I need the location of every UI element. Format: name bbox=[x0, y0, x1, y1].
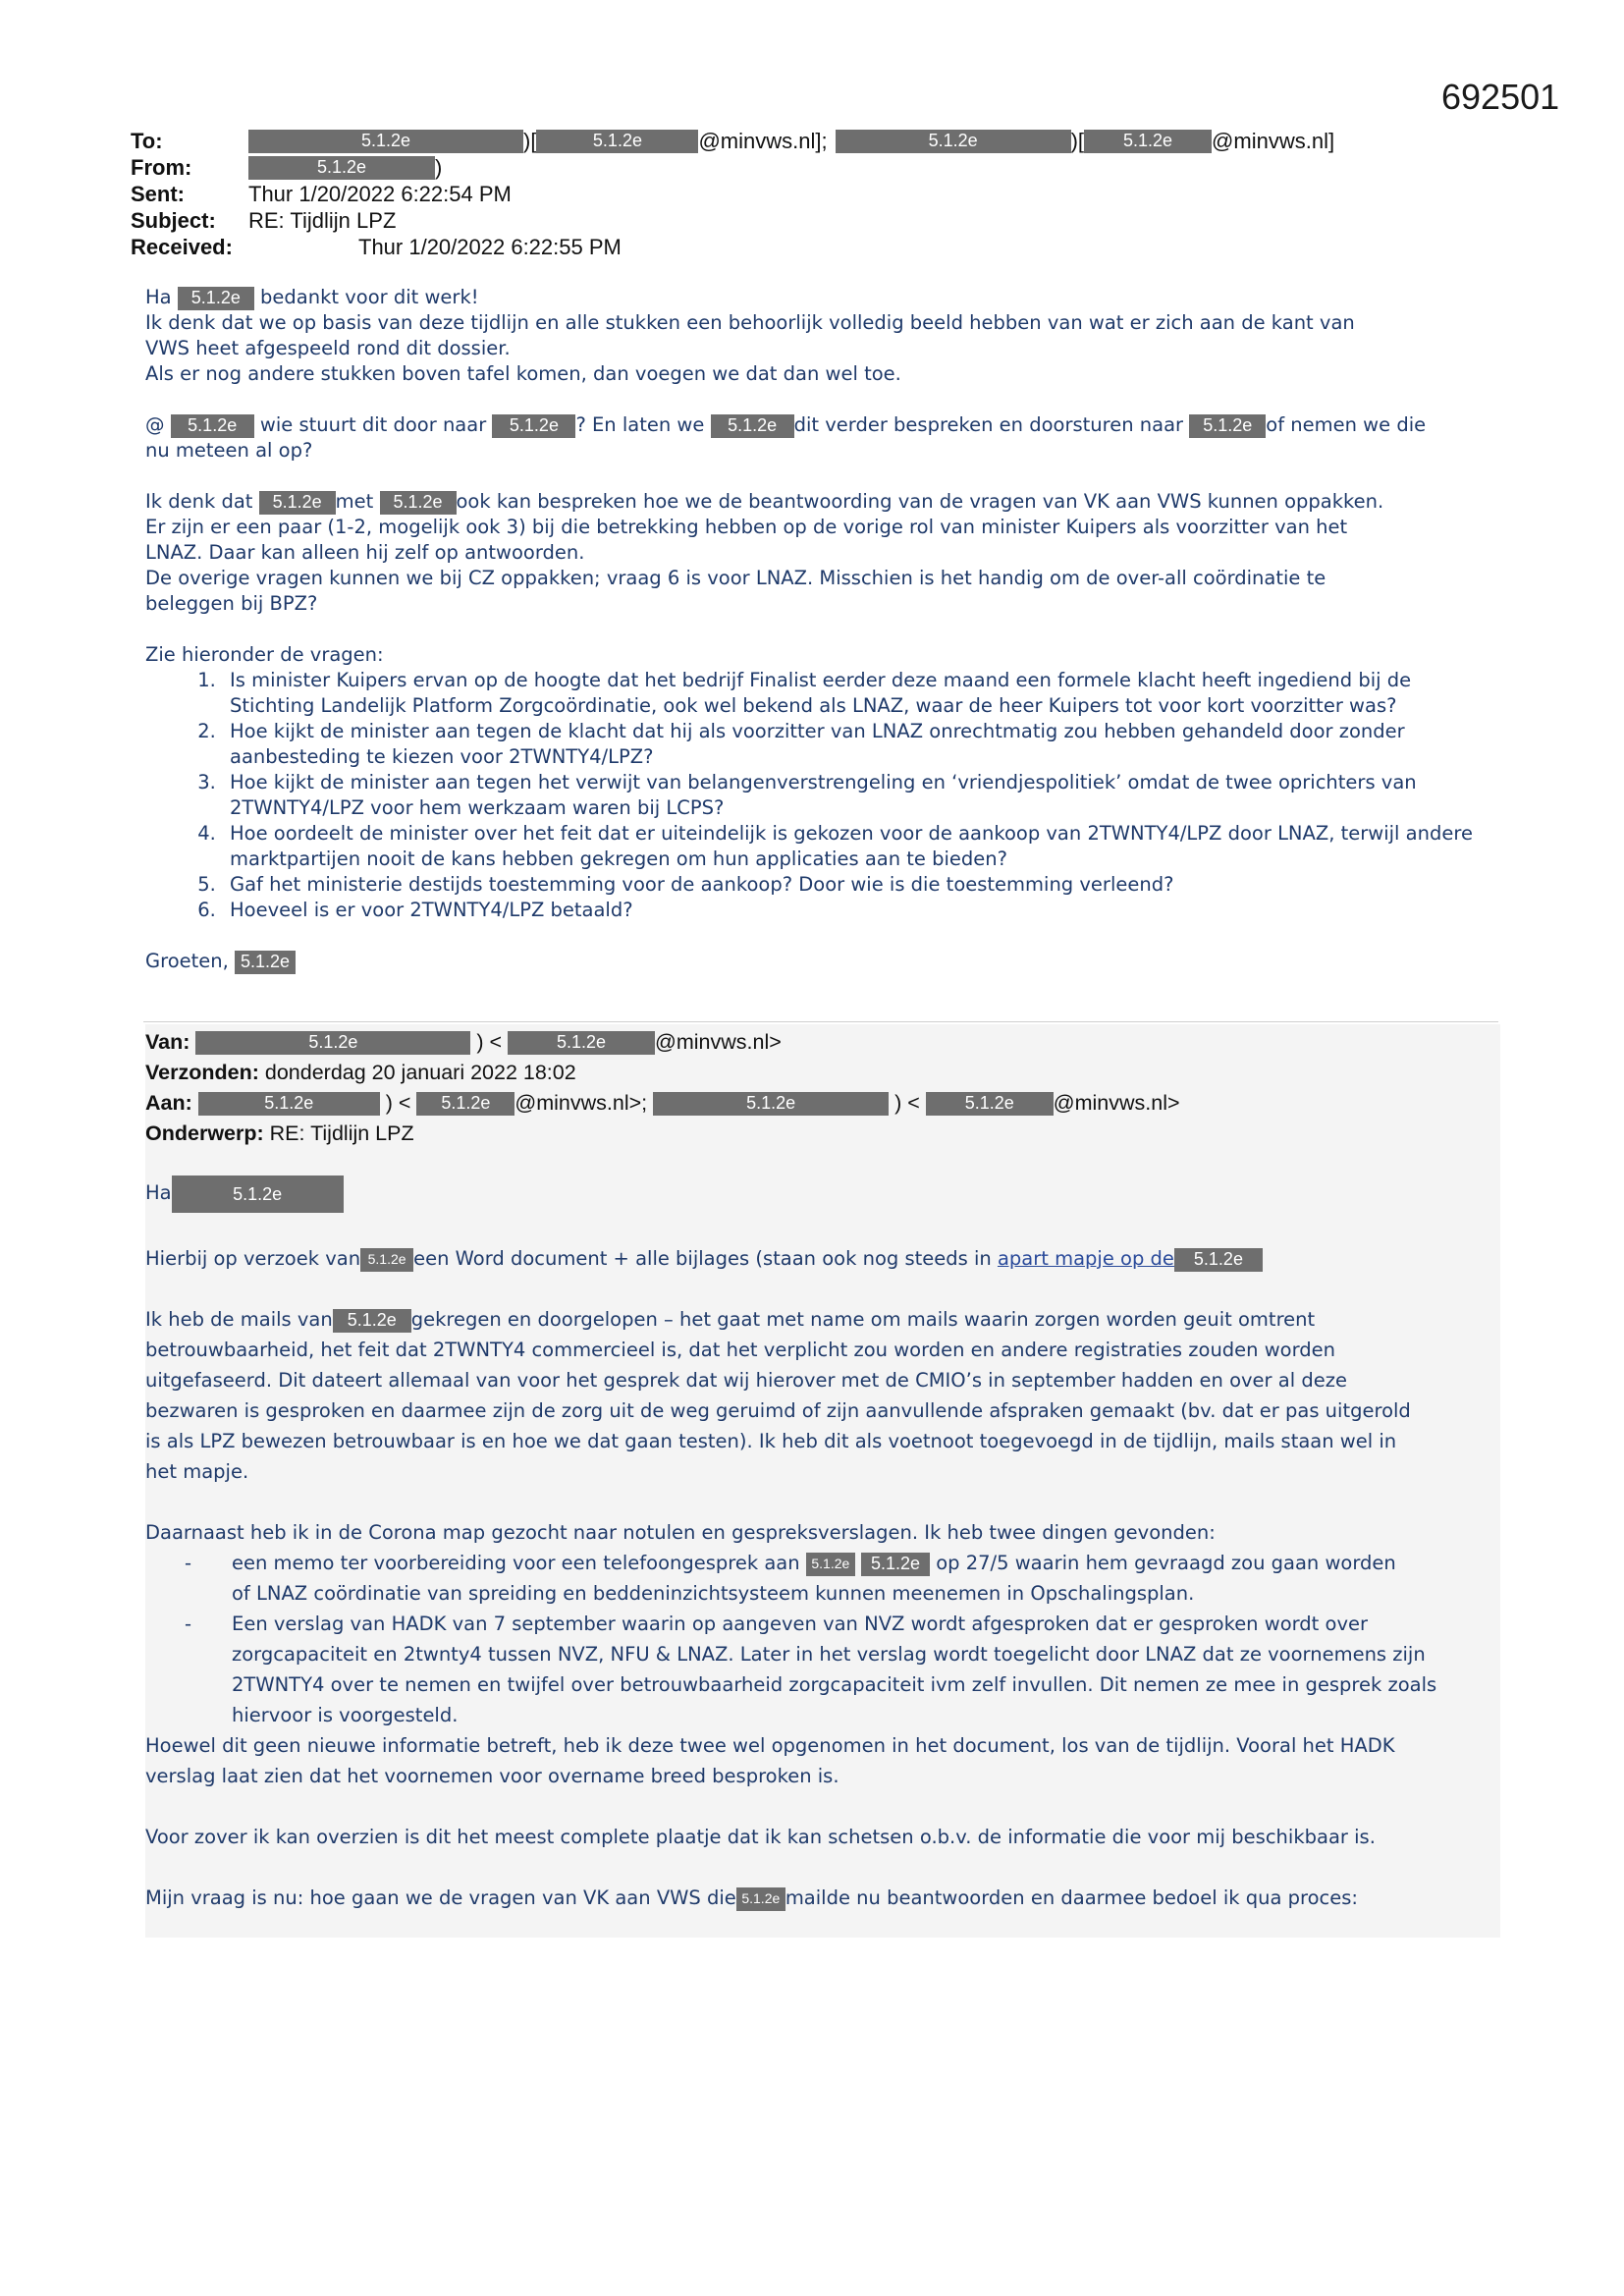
from-label: From: bbox=[131, 155, 192, 180]
email-header bbox=[131, 128, 1505, 260]
verzonden-label: Verzonden: bbox=[145, 1061, 259, 1084]
to-label: To: bbox=[131, 129, 163, 153]
question-item: 4. Hoe oordeelt de minister over het feit dat er uiteindelijk is gekozen voor de aankoop van 2TWNTY4/LPZ door LNAZ, terwijl andere marktpartijen nooit de kans hebben gekregen om hun applicaties aan te bieden? bbox=[222, 821, 1490, 872]
closing bbox=[145, 949, 1490, 974]
paragraph: Hoewel dit geen nieuwe informatie betreft, heb ik deze twee wel opgenomen in het document, los van de tijdlijn. Vooral het HADK bbox=[145, 1734, 1395, 1757]
list-item bbox=[185, 1548, 1500, 1609]
text: Hierbij op verzoek van bbox=[145, 1247, 361, 1270]
redaction: 5.1.2e bbox=[536, 130, 698, 153]
redaction: 5.1.2e bbox=[333, 1309, 411, 1333]
redaction: 5.1.2e bbox=[416, 1092, 514, 1116]
paragraph: Daarnaast heb ik in de Corona map gezocht naar notulen en gespreksverslagen. Ik heb twee dingen gevonden: bbox=[145, 1521, 1216, 1544]
text: wie stuurt dit door naar bbox=[259, 413, 487, 436]
redaction: 5.1.2e bbox=[198, 1092, 380, 1116]
text: een memo ter voorbereiding voor een telefoongesprek aan bbox=[232, 1552, 800, 1574]
text: een Word document + alle bijlages (staan ook nog steeds in bbox=[413, 1247, 992, 1270]
redaction: 5.1.2e bbox=[508, 1031, 655, 1055]
redaction: 5.1.2e bbox=[926, 1092, 1054, 1116]
onderwerp-row bbox=[145, 1119, 1500, 1149]
text: Mijn vraag is nu: hoe gaan we de vragen van VK aan VWS die bbox=[145, 1886, 736, 1909]
van-row: Van: 5.1.2e ) < 5.1.2e @minvws.nl> bbox=[145, 1030, 782, 1054]
question-item: 6. Hoeveel is er voor 2TWNTY4/LPZ betaald? bbox=[222, 898, 1490, 923]
text: gekregen en doorgelopen – het gaat met name om mails waarin zorgen worden geuit omtrent bbox=[410, 1308, 1316, 1331]
greeting-suffix: bedankt voor dit werk! bbox=[260, 286, 479, 308]
redaction: 5.1.2e bbox=[172, 1175, 344, 1213]
divider bbox=[143, 1021, 1498, 1022]
text: of nemen we die bbox=[1266, 413, 1427, 436]
verzonden-value: donderdag 20 januari 2022 18:02 bbox=[264, 1061, 576, 1084]
redaction: 5.1.2e bbox=[711, 414, 794, 438]
forwarded-body bbox=[145, 1174, 1500, 1913]
bracket: )[ bbox=[523, 129, 537, 153]
paragraph: bezwaren is gesproken en daarmee zijn de zorg uit de weg geruimd of zijn aanvullende afspraken gemaakt (bv. dat er pas uitgerold bbox=[145, 1399, 1411, 1422]
question-item: 3. Hoe kijkt de minister aan tegen het verwijt van belangenverstrengeling en ‘vriendjespolitiek’ omdat de twee oprichters van 2TWNTY4/LPZ voor hem werkzaam waren bij LCPS? bbox=[222, 770, 1490, 821]
text: met bbox=[335, 490, 374, 513]
received-value: Thur 1/20/2022 6:22:55 PM bbox=[358, 235, 622, 259]
folder-link[interactable]: apart mapje op de bbox=[997, 1247, 1174, 1270]
paragraph: nu meteen al op? bbox=[145, 439, 313, 462]
onderwerp-label: Onderwerp: bbox=[145, 1121, 264, 1145]
to-row bbox=[131, 128, 1505, 154]
bracket: ) bbox=[435, 155, 443, 180]
paragraph: De overige vragen kunnen we bij CZ oppakken; vraag 6 is voor LNAZ. Misschien is het handig om de over-all coördinatie te bbox=[145, 567, 1326, 589]
text: Ik heb de mails van bbox=[145, 1308, 333, 1331]
paragraph: Er zijn er een paar (1-2, mogelijk ook 3) bij die betrekking hebben op de vorige rol van minister Kuipers als voorzitter van het bbox=[145, 516, 1348, 538]
paragraph: betrouwbaarheid, het feit dat 2TWNTY4 commercieel is, dat het verplicht zou worden en andere registraties zouden worden bbox=[145, 1339, 1336, 1361]
subject-row bbox=[131, 207, 1505, 234]
bracket: )[ bbox=[1070, 129, 1085, 153]
text: op 27/5 waarin hem gevraagd zou gaan worden bbox=[936, 1552, 1396, 1574]
redaction: 5.1.2e bbox=[492, 414, 575, 438]
received-label: Received: bbox=[131, 235, 233, 259]
redaction: 5.1.2e bbox=[1174, 1248, 1263, 1272]
redaction: 5.1.2e bbox=[861, 1553, 930, 1576]
onderwerp-value: RE: Tijdlijn LPZ bbox=[269, 1121, 414, 1145]
question-item: 2. Hoe kijkt de minister aan tegen de klacht dat hij als voorzitter van LNAZ onrechtmatig zou hebben gehandeld door zonder aanbesteding te kiezen voor 2TWNTY4/LPZ? bbox=[222, 719, 1490, 770]
text: ook kan bespreken hoe we de beantwoording van de vragen van VK aan VWS kunnen oppakken. bbox=[456, 490, 1384, 513]
redaction: 5.1.2e bbox=[235, 951, 296, 974]
redaction: 5.1.2e bbox=[1189, 414, 1266, 438]
paragraph: is als LPZ bewezen betrouwbaar is en hoe we dat gaan testen). Ik heb dit als voetnoot toegevoegd in de tijdlijn, mails staan wel in bbox=[145, 1430, 1397, 1452]
aan-domain: @minvws.nl>; bbox=[514, 1091, 648, 1115]
paragraph: Voor zover ik kan overzien is dit het meest complete plaatje dat ik kan schetsen o.b.v. de informatie die voor mij beschikbaar is. bbox=[145, 1826, 1376, 1848]
to-domain: @minvws.nl]; bbox=[698, 129, 828, 153]
questions-list bbox=[145, 668, 1490, 923]
text: dit verder bespreken en doorsturen naar bbox=[793, 413, 1184, 436]
paragraph: verslag laat zien dat het voornemen voor overname breed besproken is. bbox=[145, 1765, 839, 1787]
paragraph: LNAZ. Daar kan alleen hij zelf op antwoorden. bbox=[145, 541, 585, 564]
paragraph bbox=[145, 489, 1490, 515]
question-item: 5. Gaf het ministerie destijds toestemming voor de aankoop? Door wie is die toestemming verleend? bbox=[222, 872, 1490, 898]
van-label: Van: bbox=[145, 1030, 190, 1054]
sent-row bbox=[131, 181, 1505, 207]
question-item: 1. Is minister Kuipers ervan op de hoogte dat het bedrijf Finalist eerder deze maand een formele klacht heeft ingediend bij de Stichting Landelijk Platform Zorgcoördinatie, ook wel bekend als LNAZ, waar de heer Kuipers tot voor kort voorzitter was? bbox=[222, 668, 1490, 719]
redaction: 5.1.2e bbox=[248, 130, 523, 153]
from-row bbox=[131, 154, 1505, 181]
redaction: 5.1.2e bbox=[653, 1092, 889, 1116]
paragraph bbox=[145, 1883, 1500, 1913]
sent-label: Sent: bbox=[131, 182, 185, 206]
verzonden-row bbox=[145, 1058, 1500, 1088]
subject-label: Subject: bbox=[131, 208, 216, 233]
subject-value: RE: Tijdlijn LPZ bbox=[248, 208, 397, 233]
text: mailde nu beantwoorden en daarmee bedoel ik qua proces: bbox=[785, 1886, 1358, 1909]
redaction: 5.1.2e bbox=[171, 414, 254, 438]
redaction: 5.1.2e bbox=[248, 156, 435, 180]
questions-intro: Zie hieronder de vragen: bbox=[145, 643, 384, 666]
greeting-prefix: Ha bbox=[145, 286, 172, 308]
greeting-text: Ha bbox=[145, 1181, 172, 1204]
aan-domain: @minvws.nl> bbox=[1053, 1091, 1180, 1115]
redaction: 5.1.2e bbox=[178, 287, 254, 310]
redaction: 5.1.2e bbox=[736, 1887, 785, 1911]
redaction: 5.1.2e bbox=[195, 1031, 470, 1055]
redaction: 5.1.2e bbox=[360, 1248, 413, 1272]
paragraph: uitgefaseerd. Dit dateert allemaal van voor het gesprek dat wij hierover met de CMIO’s in september hadden en over al deze bbox=[145, 1369, 1347, 1392]
paragraph: Als er nog andere stukken boven tafel komen, dan voegen we dat dan wel toe. bbox=[145, 362, 901, 385]
reply-body bbox=[145, 285, 1490, 974]
redaction: 5.1.2e bbox=[380, 491, 457, 515]
greeting bbox=[145, 1174, 1500, 1213]
paragraph: Ik denk dat we op basis van deze tijdlijn en alle stukken een behoorlijk volledig beeld hebben van wat er zich aan de kant van bbox=[145, 311, 1355, 334]
text: of LNAZ coördinatie van spreiding en beddeninzichtsysteem kunnen meenemen in Opschalingsplan. bbox=[232, 1582, 1195, 1605]
to-domain: @minvws.nl] bbox=[1212, 129, 1335, 153]
sent-value: Thur 1/20/2022 6:22:54 PM bbox=[248, 182, 512, 206]
redaction: 5.1.2e bbox=[836, 130, 1071, 153]
aan-label: Aan: bbox=[145, 1091, 192, 1115]
van-domain: @minvws.nl> bbox=[655, 1030, 782, 1054]
document-number: 692501 bbox=[1441, 77, 1560, 117]
closing-text: Groeten, bbox=[145, 950, 229, 972]
greeting bbox=[145, 285, 1490, 310]
paragraph: het mapje. bbox=[145, 1460, 249, 1483]
redaction: 5.1.2e bbox=[806, 1553, 855, 1576]
redaction: 5.1.2e bbox=[1084, 130, 1212, 153]
paragraph: VWS heet afgespeeld rond dit dossier. bbox=[145, 337, 511, 359]
paragraph bbox=[145, 1243, 1500, 1274]
at-sign: @ bbox=[145, 413, 165, 436]
found-items-list bbox=[145, 1548, 1500, 1730]
paragraph: beleggen bij BPZ? bbox=[145, 592, 318, 615]
paragraph bbox=[145, 1304, 1500, 1335]
redaction: 5.1.2e bbox=[259, 491, 336, 515]
text: Ik denk dat bbox=[145, 490, 253, 513]
forwarded-header bbox=[145, 1027, 1500, 1149]
list-item: - Een verslag van HADK van 7 september waarin op aangeven van NVZ wordt afgesproken dat er gesproken wordt over zorgcapaciteit en 2twnty4 tussen NVZ, NFU & LNAZ. Later in het verslag wordt toegelicht door LNAZ dat ze voornemens zijn 2TWNTY4 over te nemen en twijfel over betrouwbaarheid zorgcapaciteit ivm zelf invullen. Dit nemen ze mee in gesprek zoals hiervoor is voorgesteld. bbox=[185, 1609, 1500, 1730]
text: ? En laten we bbox=[575, 413, 705, 436]
received-row bbox=[131, 234, 1505, 260]
aan-row: Aan: 5.1.2e ) < 5.1.2e @minvws.nl>; 5.1.2e ) < 5.1.2e @minvws.nl> bbox=[145, 1091, 1180, 1115]
paragraph bbox=[145, 412, 1490, 438]
